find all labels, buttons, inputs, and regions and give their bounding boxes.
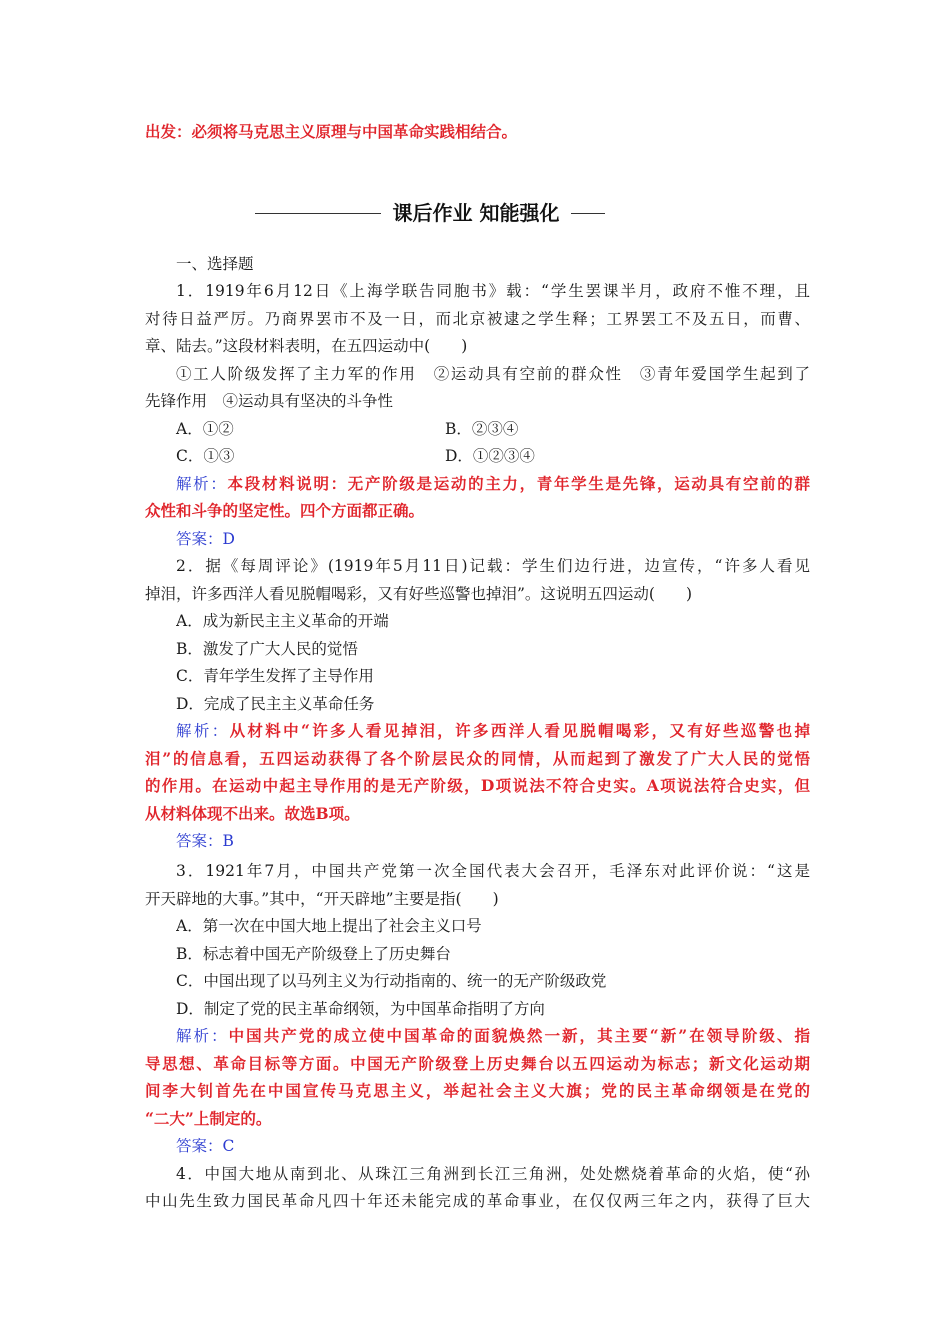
q2-option-b: B．激发了广大人民的觉悟 — [176, 640, 358, 658]
q2-option-a: A．成为新民主主义革命的开端 — [176, 612, 389, 630]
q3-answer-value: C — [222, 1137, 235, 1155]
q1-analysis-line-1 — [176, 470, 810, 498]
q1-analysis-text-1: 本段材料说明：无产阶级是运动的主力，青年学生是先锋，运动具有空前的群 — [227, 474, 810, 493]
q3-analysis-line-1 — [176, 1022, 810, 1050]
section-label: 一、选择题 — [176, 255, 254, 273]
q3-option-c: C．中国出现了以马列主义为行动指南的、统一的无产阶级政党 — [176, 972, 607, 990]
q1-option-a: A．①② — [176, 420, 234, 438]
q2-analysis-line-4: 从材料体现不出来。故选B项。 — [145, 804, 360, 823]
q1-answer — [176, 525, 810, 553]
q1-option-c: C．①③ — [176, 447, 235, 465]
q2-analysis-line-2: 泪”的信息看，五四运动获得了各个阶层民众的同情，从而起到了激发了广大人民的觉悟 — [145, 749, 810, 768]
q1-stem-line-3: 章、陆去。”这段材料表明，在五四运动中( ) — [145, 337, 468, 355]
q1-options-row-1 — [0, 415, 950, 443]
section-heading — [255, 196, 605, 230]
q1-option-b: B．②③④ — [445, 420, 519, 438]
q3-analysis-label: 解析： — [176, 1027, 229, 1045]
q1-stem-line-1: 1．1919年6月12日《上海学联告同胞书》载：“学生罢课半月，政府不惟不理，且 — [176, 282, 810, 300]
heading-rule-right — [571, 213, 605, 214]
q1-option-d: D．①②③④ — [445, 447, 535, 465]
q1-analysis-line-2: 众性和斗争的坚定性。四个方面都正确。 — [145, 501, 425, 520]
intro-conclusion-line: 出发：必须将马克思主义原理与中国革命实践相结合。 — [145, 122, 518, 141]
q2-option-d: D．完成了民主主义革命任务 — [176, 695, 375, 713]
q1-answer-label: 答案： — [176, 530, 223, 548]
q3-option-b: B．标志着中国无产阶级登上了历史舞台 — [176, 945, 451, 963]
q3-analysis-line-4: “二大”上制定的。 — [145, 1109, 272, 1128]
q1-stem-line-2: 对待日益严厉。乃商界罢市不及一日，而北京被逮之学生释；工界罢工不及五日，而曹、 — [145, 310, 810, 328]
q1-statements-line-2: 先锋作用 ④运动具有坚决的斗争性 — [145, 392, 394, 410]
q3-analysis-line-3: 间李大钊首先在中国宣传马克思主义，举起社会主义大旗；党的民主革命纲领是在党的 — [145, 1081, 810, 1100]
q2-answer — [176, 827, 810, 855]
q4-stem-line-2: 中山先生致力国民革命凡四十年还未能完成的革命事业，在仅仅两三年之内，获得了巨大 — [145, 1192, 810, 1210]
q1-analysis-label: 解析： — [176, 475, 228, 493]
q2-option-c: C．青年学生发挥了主导作用 — [176, 667, 374, 685]
q2-analysis-label: 解析： — [176, 722, 230, 740]
q2-analysis-text-1: 从材料中“许多人看见掉泪，许多西洋人看见脱帽喝彩，又有好些巡警也掉 — [229, 721, 810, 740]
q2-answer-label: 答案： — [176, 832, 223, 850]
q3-option-d: D．制定了党的民主革命纲领，为中国革命指明了方向 — [176, 1000, 545, 1018]
q2-answer-value: B — [222, 832, 234, 850]
heading-title: 课后作业 知能强化 — [392, 201, 560, 225]
q3-answer — [176, 1132, 810, 1160]
q2-stem-line-1: 2．据《每周评论》(1919年5月11日)记载：学生们边行进，边宣传，“许多人看见 — [176, 557, 810, 575]
q1-statements-line-1: ①工人阶级发挥了主力军的作用 ②运动具有空前的群众性 ③青年爱国学生起到了 — [176, 365, 810, 383]
q3-option-a: A．第一次在中国大地上提出了社会主义口号 — [176, 917, 482, 935]
q3-stem-line-1: 3．1921年7月，中国共产党第一次全国代表大会召开，毛泽东对此评价说：“这是 — [176, 862, 810, 880]
heading-rule-left — [255, 213, 381, 214]
q1-options-row-2 — [0, 442, 950, 470]
q2-stem-line-2: 掉泪，许多西洋人看见脱帽喝彩，又有好些巡警也掉泪”。这说明五四运动( ) — [145, 585, 693, 603]
q3-analysis-line-2: 导思想、革命目标等方面。中国无产阶级登上历史舞台以五四运动为标志；新文化运动期 — [145, 1054, 810, 1073]
q4-stem-line-1: 4．中国大地从南到北、从珠江三角洲到长江三角洲，处处燃烧着革命的火焰，使“孙 — [176, 1165, 810, 1183]
q3-analysis-text-1: 中国共产党的成立使中国革命的面貌焕然一新，其主要“新”在领导阶级、指 — [228, 1026, 810, 1045]
q3-answer-label: 答案： — [176, 1137, 223, 1155]
q1-answer-value: D — [222, 530, 235, 548]
q2-analysis-line-3: 的作用。在运动中起主导作用的是无产阶级，D项说法不符合史实。A项说法符合史实，但 — [145, 776, 810, 795]
q3-stem-line-2: 开天辟地的大事。”其中，“开天辟地”主要是指( ) — [145, 890, 499, 908]
q2-analysis-line-1 — [176, 717, 810, 745]
